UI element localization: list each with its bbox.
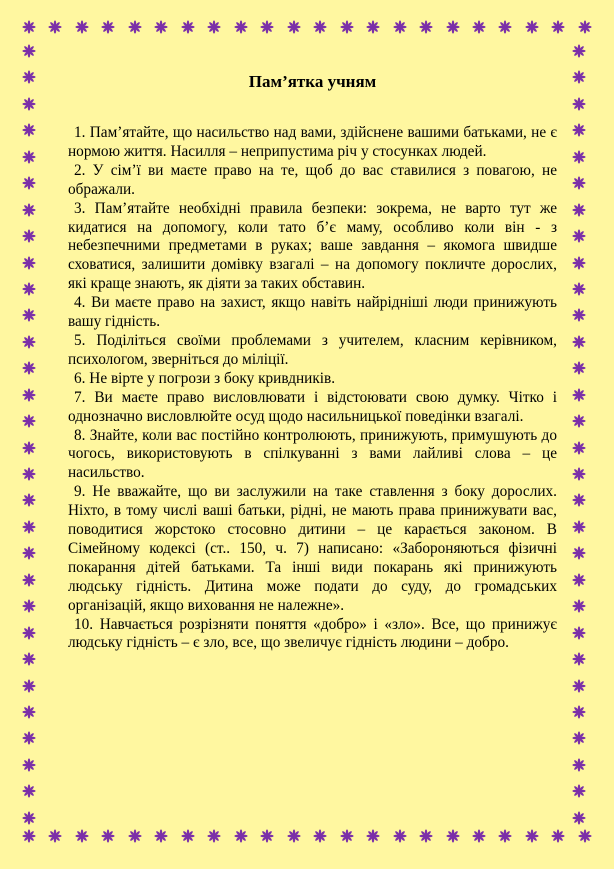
flower-icon xyxy=(551,20,565,34)
flower-icon xyxy=(572,705,586,719)
flower-icon xyxy=(154,20,168,34)
page-title: Пам’ятка учням xyxy=(248,72,377,91)
flower-icon xyxy=(287,20,301,34)
flower-icon xyxy=(572,467,586,481)
flower-icon xyxy=(260,20,274,34)
flower-icon xyxy=(525,20,539,34)
ornament-border-left xyxy=(22,44,42,825)
flower-icon xyxy=(22,203,36,217)
memo-item: 3. Пам’ятайте необхідні правила безпеки: зокрема, не варто тут же кидатися на допомогу, коли тато б’є маму, особливо коли він - з небезпечними предметами в руках; ваше завдання – якомога швидше сховатися, залишити домівку взагалі – на допомогу покличте дорослих, які краще знають, як діяти за таких обставин. xyxy=(68,199,557,293)
flower-icon xyxy=(572,758,586,772)
memo-item: 5. Поділіться своїми проблемами з учителем, класним керівником, психологом, зверніться до міліції. xyxy=(68,331,557,368)
flower-icon xyxy=(22,44,36,58)
memo-item: 1. Пам’ятайте, що насильство над вами, здійснене вашими батьками, не є нормою життя. Насилля – неприпустима річ у стосунках людей. xyxy=(68,124,557,160)
flower-icon xyxy=(572,308,586,322)
flower-icon xyxy=(572,414,586,428)
flower-icon xyxy=(340,20,354,34)
flower-icon xyxy=(578,20,592,34)
flower-icon xyxy=(313,20,327,34)
flower-icon xyxy=(572,652,586,666)
flower-icon xyxy=(260,829,274,843)
flower-icon xyxy=(234,20,248,34)
memo-item: 10. Навчається розрізняти поняття «добро» і «зло». Все, що принижує людську гідність – є зло, все, що звеличує гідність людини – добро. xyxy=(68,615,557,652)
flower-icon xyxy=(366,829,380,843)
flower-icon xyxy=(48,829,62,843)
flower-icon xyxy=(419,20,433,34)
flower-icon xyxy=(75,829,89,843)
flower-icon xyxy=(22,176,36,190)
flower-icon xyxy=(22,626,36,640)
flower-icon xyxy=(22,731,36,745)
flower-icon xyxy=(22,229,36,243)
flower-icon xyxy=(22,652,36,666)
memo-item: 6. Не вірте у погрози з боку кривдників. xyxy=(74,369,336,387)
flower-icon xyxy=(181,20,195,34)
flower-icon xyxy=(128,829,142,843)
flower-icon xyxy=(572,731,586,745)
flower-icon xyxy=(22,599,36,613)
flower-icon xyxy=(181,829,195,843)
flower-icon xyxy=(572,599,586,613)
flower-icon xyxy=(572,229,586,243)
flower-icon xyxy=(22,520,36,534)
flower-icon xyxy=(498,829,512,843)
flower-icon xyxy=(22,705,36,719)
flower-icon xyxy=(572,44,586,58)
memo-item: 8. Знайте, коли вас постійно контролюють, принижують, примушують до чогось, використовують в спілкуванні з вами лайливі слова – це насильство. xyxy=(68,426,557,482)
memo-item: 9. Не вважайте, що ви заслужили на таке ставлення з боку дорослих. Ніхто, в тому числі ваші батьки, рідні, не мають права принижувати вас, поводитися жорстоко стосовно дитини – це карається законом. В Сімейному кодексі (ст.. 150, ч. 7) написано: «Забороняються фізичні покарання дітей батьками. Та інші види покарань які принижують людську гідність. Дитина може подати до суду, до громадських організацій, якщо виховання не належне». xyxy=(68,483,557,614)
flower-icon xyxy=(525,829,539,843)
flower-icon xyxy=(22,361,36,375)
flower-icon xyxy=(572,573,586,587)
flower-icon xyxy=(22,70,36,84)
flower-icon xyxy=(101,20,115,34)
flower-icon xyxy=(578,829,592,843)
flower-icon xyxy=(446,20,460,34)
flower-icon xyxy=(22,493,36,507)
flower-icon xyxy=(22,573,36,587)
flower-icon xyxy=(472,20,486,34)
flower-icon xyxy=(572,493,586,507)
flower-icon xyxy=(572,546,586,560)
memo-item: 2. У сім’ї ви маєте право на те, щоб до вас ставилися з повагою, не ображали. xyxy=(68,161,557,198)
flower-icon xyxy=(572,256,586,270)
flower-icon xyxy=(207,829,221,843)
flower-icon xyxy=(22,829,36,843)
flower-icon xyxy=(572,282,586,296)
flower-icon xyxy=(340,829,354,843)
flower-icon xyxy=(446,829,460,843)
memo-item: 7. Ви маєте право висловлювати і відстоювати свою думку. Чітко і однозначно висловлюйте осуд щодо насильницької поведінки взагалі. xyxy=(68,388,557,425)
flower-icon xyxy=(22,256,36,270)
flower-icon xyxy=(75,20,89,34)
flower-icon xyxy=(572,520,586,534)
flower-icon xyxy=(572,150,586,164)
ornament-border-top xyxy=(22,20,592,40)
ornament-border-right xyxy=(572,44,592,825)
flower-icon xyxy=(572,176,586,190)
flower-icon xyxy=(22,335,36,349)
flower-icon xyxy=(22,441,36,455)
flower-icon xyxy=(572,626,586,640)
flower-icon xyxy=(572,388,586,402)
flower-icon xyxy=(48,20,62,34)
flower-icon xyxy=(551,829,565,843)
flower-icon xyxy=(572,811,586,825)
flower-icon xyxy=(419,829,433,843)
memo-item: 4. Ви маєте право на захист, якщо навіть найрідніші люди принижують вашу гідність. xyxy=(68,294,557,331)
flower-icon xyxy=(128,20,142,34)
flower-icon xyxy=(366,20,380,34)
ornament-border-bottom xyxy=(22,829,592,849)
memo-list xyxy=(68,124,557,653)
flower-icon xyxy=(22,784,36,798)
flower-icon xyxy=(101,829,115,843)
flower-icon xyxy=(22,282,36,296)
flower-icon xyxy=(22,308,36,322)
flower-icon xyxy=(22,388,36,402)
flower-icon xyxy=(22,811,36,825)
flower-icon xyxy=(572,679,586,693)
flower-icon xyxy=(22,150,36,164)
flower-icon xyxy=(22,414,36,428)
flower-icon xyxy=(287,829,301,843)
flower-icon xyxy=(572,203,586,217)
flower-icon xyxy=(393,20,407,34)
flower-icon xyxy=(154,829,168,843)
flower-icon xyxy=(572,361,586,375)
flower-icon xyxy=(22,123,36,137)
flower-icon xyxy=(22,97,36,111)
flower-icon xyxy=(22,546,36,560)
flower-icon xyxy=(498,20,512,34)
flower-icon xyxy=(572,335,586,349)
flower-icon xyxy=(22,20,36,34)
flower-icon xyxy=(313,829,327,843)
flower-icon xyxy=(207,20,221,34)
flower-icon xyxy=(22,679,36,693)
document-body xyxy=(68,72,557,653)
flower-icon xyxy=(572,784,586,798)
flower-icon xyxy=(572,70,586,84)
flower-icon xyxy=(22,467,36,481)
flower-icon xyxy=(572,441,586,455)
flower-icon xyxy=(393,829,407,843)
flower-icon xyxy=(22,758,36,772)
flower-icon xyxy=(572,123,586,137)
flower-icon xyxy=(472,829,486,843)
flower-icon xyxy=(572,97,586,111)
flower-icon xyxy=(234,829,248,843)
